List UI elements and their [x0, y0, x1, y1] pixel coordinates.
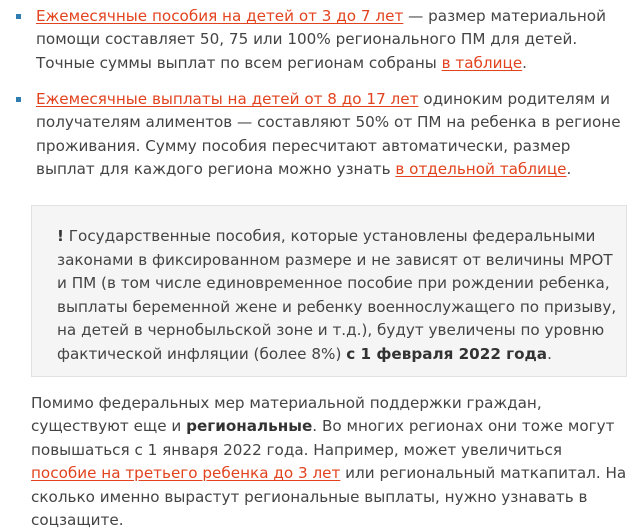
list-item-end: .: [566, 160, 572, 179]
note-text: [57, 225, 617, 367]
note-date: с 1 февраля 2022 года: [346, 344, 548, 363]
list-item-end: .: [522, 53, 527, 72]
closing-paragraph: [31, 392, 629, 532]
list-item: [36, 5, 626, 75]
note-box: [31, 205, 627, 377]
closing-end: или региональный маткапитал. На сколько именно вырастут региональные выплаты, нужно узнавать в соцзащите.: [31, 464, 627, 530]
list-item-text: [36, 5, 626, 75]
link-separate-table[interactable]: в отдельной таблице: [395, 160, 567, 179]
list-item-text: [36, 88, 626, 182]
list-item: [36, 88, 626, 182]
bullet-square-icon: [16, 97, 21, 102]
exclamation-icon: !: [57, 227, 64, 245]
list-item-body: одиноким родителям и получателям алиментов — составляют 50% от ПМ на ребенка в регионе проживания. Сумму пособия пересчитают автоматически, размер выплат для каждого региона можно узнать: [36, 90, 621, 179]
link-table[interactable]: в таблице: [441, 53, 523, 72]
closing-mid: . Во многих регионах они тоже могут повышаться с 1 января 2022 года. Например, может увеличиться: [31, 417, 615, 459]
bullet-square-icon: [16, 14, 21, 19]
note-end: .: [547, 344, 552, 363]
note-body: Государственные пособия, которые установлены федеральными законами в фиксированном размере и не зависят от величины МРОТ и ПМ (в том числе единовременное пособие при рождении ребенка, выплаты беременной жене и ребенку военнослужащего по призыву, на детей в чернобыльской зоне и т.д.), будут увеличены по уровню фактической инфляции (более 8%): [57, 227, 617, 363]
link-third-child-benefit[interactable]: пособие на третьего ребенка до 3 лет: [31, 464, 341, 483]
closing-start: Помимо федеральных мер материальной поддержки граждан, существуют еще и: [31, 394, 542, 436]
closing-bold: региональные: [186, 417, 313, 436]
link-benefits-3-7[interactable]: Ежемесячные пособия на детей от 3 до 7 лет: [36, 7, 404, 25]
list-item-body: — размер материальной помощи составляет 50, 75 или 100% регионального ПМ для детей. Точные суммы выплат по всем регионам собраны: [36, 7, 606, 72]
link-payments-8-17[interactable]: Ежемесячные выплаты на детей от 8 до 17 лет: [36, 90, 419, 108]
